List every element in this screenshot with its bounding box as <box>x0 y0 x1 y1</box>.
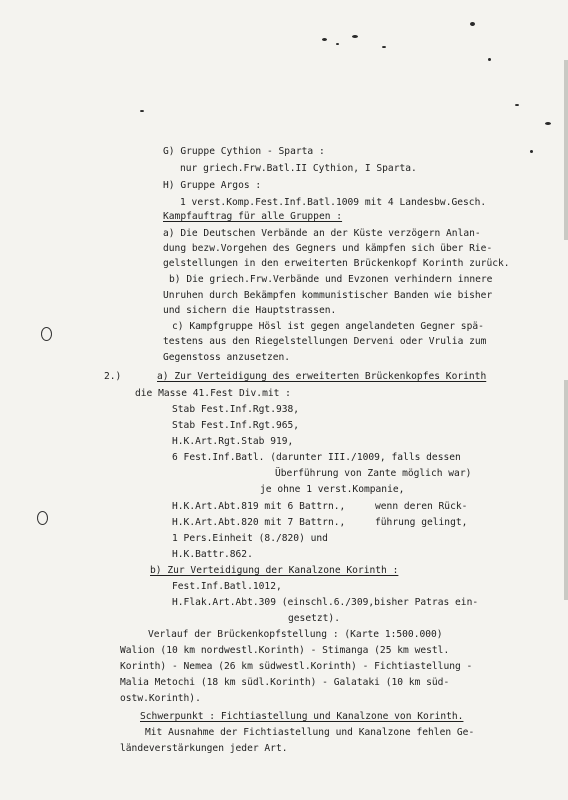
emphasis-line: Schwerpunkt : Fichtiastellung und Kanalzone von Korinth. <box>140 711 464 722</box>
doc-line: ländeverstärkungen jeder Art. <box>120 743 288 754</box>
doc-line: Fest.Inf.Batl.1012, <box>172 581 282 592</box>
section-heading: Kampfauftrag für alle Gruppen : <box>163 211 343 222</box>
doc-line: und sichern die Hauptstrassen. <box>163 305 337 316</box>
doc-line: Malia Metochi (18 km südl.Korinth) - Galataki (10 km süd- <box>120 677 450 688</box>
doc-line: H.Flak.Art.Abt.309 (einschl.6./309,bisher Patras ein- <box>172 597 479 608</box>
doc-line: b) Die griech.Frw.Verbände und Evzonen verhindern innere <box>169 274 493 285</box>
ink-smudge <box>352 35 358 38</box>
doc-line: testens aus den Riegelstellungen Derveni oder Vrulia zum <box>163 336 487 347</box>
doc-line: H.K.Art.Abt.820 mit 7 Battrn., <box>172 517 346 528</box>
punch-hole-icon <box>41 327 52 341</box>
section-number: 2.) <box>104 371 122 382</box>
ink-smudge <box>545 122 551 125</box>
doc-line: 6 Fest.Inf.Batl. (darunter III./1009, falls dessen <box>172 452 461 463</box>
doc-line: die Masse 41.Fest Div.mit : <box>135 388 291 399</box>
doc-line: H.K.Art.Rgt.Stab 919, <box>172 436 294 447</box>
doc-line: H.K.Art.Abt.819 mit 6 Battrn., <box>172 501 346 512</box>
section-heading: b) Zur Verteidigung der Kanalzone Korinth : <box>150 565 399 576</box>
doc-line: H.K.Battr.862. <box>172 549 253 560</box>
doc-line: Walion (10 km nordwestl.Korinth) - Stimanga (25 km westl. <box>120 645 450 656</box>
doc-line: Unruhen durch Bekämpfen kommunistischer Banden wie bisher <box>163 290 493 301</box>
doc-line: gelstellungen in den erweiterten Brückenkopf Korinth zurück. <box>163 258 510 269</box>
doc-line: Korinth) - Nemea (26 km südwestl.Korinth) - Fichtiastellung - <box>120 661 473 672</box>
ink-smudge <box>530 150 533 153</box>
doc-line: ostw.Korinth). <box>120 693 201 704</box>
doc-line: Stab Fest.Inf.Rgt.965, <box>172 420 300 431</box>
doc-line: 1 Pers.Einheit (8./820) und <box>172 533 328 544</box>
doc-line: dung bezw.Vorgehen des Gegners und kämpfen sich über Rie- <box>163 243 493 254</box>
ink-smudge <box>336 43 339 45</box>
doc-line: Überführung von Zante möglich war) <box>275 468 472 479</box>
ink-smudge <box>322 38 327 41</box>
doc-line: führung gelingt, <box>375 517 468 528</box>
ink-smudge <box>488 58 491 61</box>
doc-line: Stab Fest.Inf.Rgt.938, <box>172 404 300 415</box>
ink-smudge <box>470 22 475 26</box>
doc-line: Mit Ausnahme der Fichtiastellung und Kanalzone fehlen Ge- <box>145 727 475 738</box>
doc-line: G) Gruppe Cythion - Sparta : <box>163 146 325 157</box>
ink-smudge <box>382 46 386 48</box>
doc-line: Verlauf der Brückenkopfstellung : (Karte 1:500.000) <box>148 629 443 640</box>
page-edge-shadow <box>564 60 568 240</box>
ink-smudge <box>515 104 519 106</box>
doc-line: a) Die Deutschen Verbände an der Küste verzögern Anlan- <box>163 228 481 239</box>
doc-line: wenn deren Rück- <box>375 501 468 512</box>
doc-line: je ohne 1 verst.Kompanie, <box>260 484 405 495</box>
punch-hole-icon <box>37 511 48 525</box>
doc-line: c) Kampfgruppe Hösl ist gegen angelandeten Gegner spä- <box>172 321 484 332</box>
ink-smudge <box>140 110 144 112</box>
doc-line: 1 verst.Komp.Fest.Inf.Batl.1009 mit 4 Landesbw.Gesch. <box>180 197 487 208</box>
doc-line: H) Gruppe Argos : <box>163 180 262 191</box>
doc-line: gesetzt). <box>288 613 340 624</box>
doc-line: Gegenstoss anzusetzen. <box>163 352 291 363</box>
page-edge-shadow <box>564 380 568 600</box>
section-heading: a) Zur Verteidigung des erweiterten Brückenkopfes Korinth <box>157 371 487 382</box>
doc-line: nur griech.Frw.Batl.II Cythion, I Sparta. <box>180 163 417 174</box>
